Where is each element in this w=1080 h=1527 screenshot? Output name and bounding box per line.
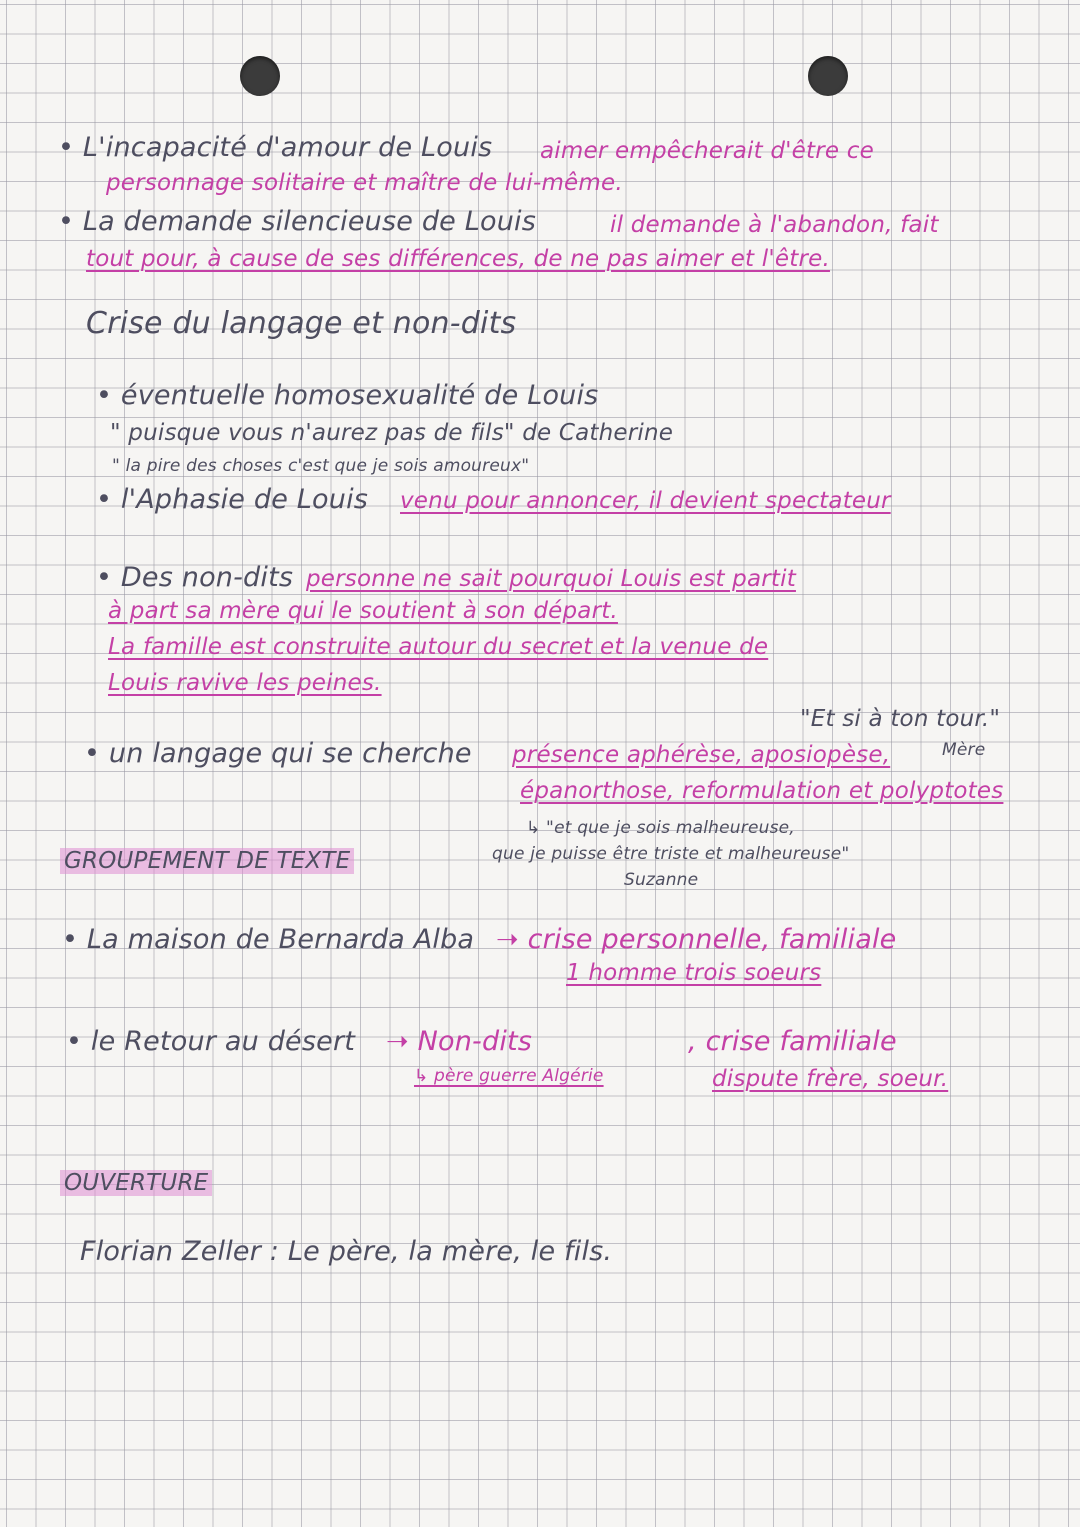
note-line: épanorthose, reformulation et polyptotes	[520, 778, 1004, 804]
speaker-label: Mère	[942, 740, 986, 760]
note-line: présence aphérèse, aposiopèse,	[512, 742, 891, 768]
note-line: personnage solitaire et maître de lui-même.	[106, 170, 623, 196]
note-line: Florian Zeller : Le père, la mère, le fils.	[80, 1236, 613, 1267]
note-line: 1 homme trois soeurs	[566, 960, 822, 986]
note-line: ➝ Non-dits	[386, 1026, 533, 1057]
quote-line: que je puisse être triste et malheureuse"	[492, 844, 850, 864]
bullet-item: • le Retour au désert	[66, 1026, 356, 1057]
note-line: aimer empêcherait d'être ce	[540, 138, 874, 164]
note-line: il demande à l'abandon, fait	[610, 212, 939, 238]
note-line: venu pour annoncer, il devient spectateur	[400, 488, 891, 514]
bullet-item: • La maison de Bernarda Alba	[62, 924, 475, 955]
note-line: Louis ravive les peines.	[108, 670, 382, 696]
speaker-label: Suzanne	[624, 870, 699, 890]
quote-line: " puisque vous n'aurez pas de fils" de Catherine	[110, 420, 674, 446]
note-line: personne ne sait pourquoi Louis est partit	[306, 566, 796, 592]
bullet-item: • un langage qui se cherche	[84, 738, 472, 769]
note-line: dispute frère, soeur.	[712, 1066, 949, 1092]
bullet-item: • l'Aphasie de Louis	[96, 484, 369, 515]
binder-hole-right	[808, 56, 848, 96]
quote-line: "Et si à ton tour."	[800, 706, 1001, 732]
note-line: , crise familiale	[688, 1026, 897, 1057]
quote-line: " la pire des choses c'est que je sois amoureux"	[112, 456, 530, 476]
section-heading: Crise du langage et non-dits	[86, 306, 517, 341]
note-line: La famille est construite autour du secret et la venue de	[108, 634, 769, 660]
note-line: • La demande silencieuse de Louis	[58, 206, 537, 237]
quote-line: ↳ "et que je sois malheureuse,	[526, 818, 795, 838]
bullet-item: • éventuelle homosexualité de Louis	[96, 380, 599, 411]
note-line: ➝ crise personnelle, familiale	[496, 924, 897, 955]
section-heading: OUVERTURE	[60, 1170, 212, 1196]
note-line: tout pour, à cause de ses différences, de ne pas aimer et l'être.	[86, 246, 830, 272]
bullet-item: • Des non-dits	[96, 562, 294, 593]
note-line: à part sa mère qui le soutient à son départ.	[108, 598, 618, 624]
binder-hole-left	[240, 56, 280, 96]
note-line: ↳ père guerre Algérie	[414, 1066, 604, 1086]
note-line: • L'incapacité d'amour de Louis	[58, 132, 493, 163]
section-heading: GROUPEMENT DE TEXTE	[60, 848, 354, 874]
